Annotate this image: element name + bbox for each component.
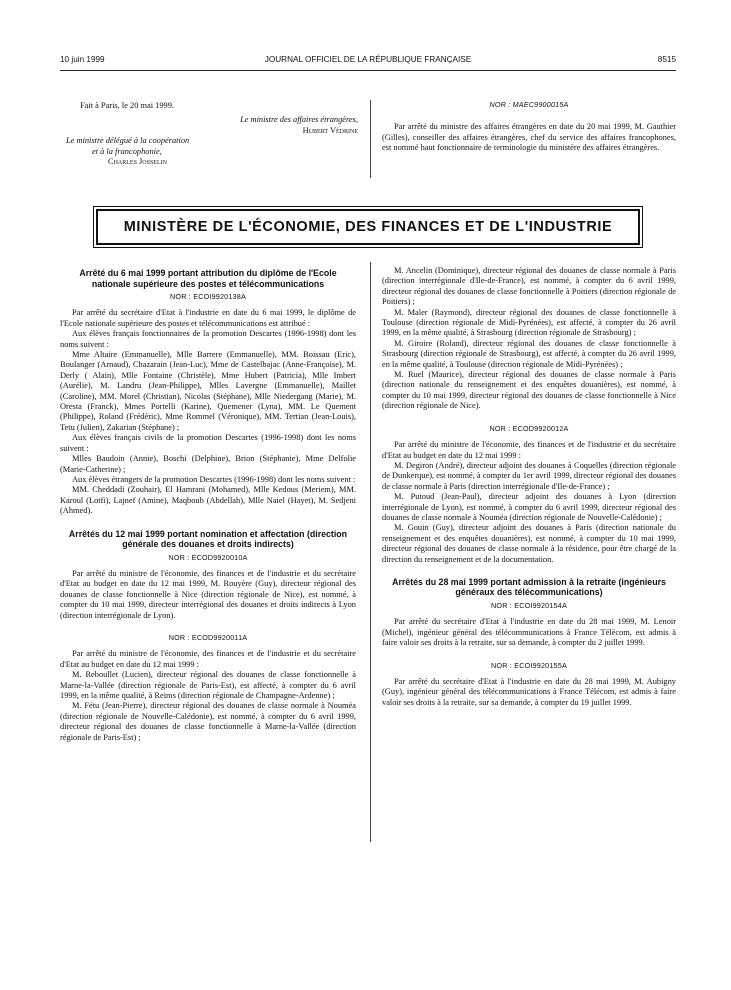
nor-reference: NOR : ECOI9920138A [170, 292, 246, 301]
article-title: Arrêté du 6 mai 1999 portant attribution du diplôme de l'Ecole nationale supérieure des postes et télécommunications [79, 268, 337, 289]
header-date: 10 juin 1999 [60, 55, 105, 64]
nor-reference: NOR : ECOD9920012A [489, 423, 569, 433]
signature-delegate-name: Charles Josselin [108, 157, 167, 167]
signature-minister-name: Hubert Védrine [302, 125, 358, 135]
header-rule [60, 70, 676, 71]
header-title: JOURNAL OFFICIEL DE LA RÉPUBLIQUE FRANÇAISE [264, 55, 472, 64]
paragraph: Mme Altaire (Emmanuelle), Mlle Barrere (Emmanuelle), MM. Boissau (Eric), Boulanger (Arnaud), Chazarain (Jean-Luc), Mme de Castelbajac (Anne-Françoise), M. Derly ( Alain), Mlle Fontaine (Christèle), Mme Hubert (Patricia), Mlle Imbert (Aurélie), M. Landru (Jean-Philippe), Mlles Lavergne (Emmanuelle), Maillet (Caroline), MM. Morel (Christian), Nicolas (Stéphane), Mlle Niedergang (Marie), M. Oresta (Franck), Mmes Portelli (Karine), Quemener (Lyna), MM. Le Quement (Philippe), Roland (Frédéric), Mme Rommel (Véronique), MM. Tertian (Jean-Louis), Tetu (Julien), Zakarian (Stéphane) ; [60, 350, 356, 432]
ministry-heading: MINISTÈRE DE L'ÉCONOMIE, DES FINANCES ET DE L'INDUSTRIE [123, 219, 613, 235]
paragraph: M. Ancelin (Dominique), directeur régional des douanes de classe normale à Paris (direction interrégionale d'Ile-de-France), est nommé, à compter du 6 avril 1999, directeur régional des douanes de classe fonctionnelle à Poitiers (direction régionale de Poitiers) ; [382, 266, 676, 307]
signature-delegate-title-2: et à la francophonie, [92, 146, 162, 156]
paragraph: M. Giroire (Roland), directeur régional des douanes de classe fonctionnelle à Strasbourg (direction régionale de Strasbourg), est affecté, à compter du 26 avril 1999, en la même qualité, à Toulouse (direction régionale de Midi-Pyrénées) ; [382, 338, 676, 369]
paragraph: Aux élèves français civils de la promotion Descartes (1996-1998) dont les noms suivent : [60, 433, 356, 453]
paragraph: Par arrêté du secrétaire d'Etat à l'industrie en date du 6 mai 1999, le diplôme de l'Ecole nationale supérieure des postes et télécommunications est attribué : [60, 308, 356, 328]
header-page-number: 8515 [657, 55, 676, 64]
signature-delegate-title: Le ministre délégué à la coopération [66, 136, 190, 146]
article-title: Arrêtés du 28 mai 1999 portant admission à la retraite (ingénieurs généraux des télécommunications) [392, 576, 666, 598]
paragraph: M. Ruel (Maurice), directeur régional des douanes de classe normale à Paris (direction nationale du renseignement et des enquêtes douanières), est nommé, à compter du 10 mai 1999, directeur régional des douanes de classe fonctionnelle à Nice (direction régionale de Nice). [382, 370, 676, 411]
nor-reference: NOR : MAEC9900015A [489, 100, 569, 109]
paragraph: Aux élèves français fonctionnaires de la promotion Descartes (1996-1998) dont les noms suivent : [60, 329, 356, 349]
paragraph: M. Putoud (Jean-Paul), directeur adjoint des douanes à Lyon (direction interrégionale de Lyon), est nommé, à compter du 6 avril 1999, directeur régional des douanes de classe normale à Nouméa (direction régionale de Nouvelle-Calédonie) ; [382, 492, 676, 522]
paragraph: MM. Cheddadi (Zouhair), El Hamrani (Mohamed), Mlle Kedous (Meriem), MM. Karoul (Lotfi), Lajnef (Amine), Maqboub (Abdellah), Mlle Naiel (Hayet), M. Sedjeni (Ahmed). [60, 485, 356, 516]
paragraph: M. Gouin (Guy), directeur adjoint des douanes à Paris (direction nationale du renseignement et des enquêtes douanières), est nommé, à compter du 10 mai 1999, directeur régional des douanes de classe normale à la résidence, pour être chargé de la direction du renseignement et de la documentation. [382, 523, 676, 564]
paragraph: Mlles Baudoin (Annie), Boschi (Delphine), Brion (Stéphanie), Mme Delfolie (Marie-Catherine) ; [60, 454, 356, 474]
paragraph: M. Maler (Raymond), directeur régional des douanes de classe fonctionnelle à Toulouse (direction régionale de Midi-Pyrénées), est affecté, à compter du 26 avril 1999, en la même qualité, à Strasbourg (direction régionale de Strasbourg) ; [382, 307, 676, 338]
right-column [382, 266, 676, 708]
top-column-divider [370, 100, 371, 178]
nor-reference: NOR : ECOI9920155A [491, 660, 567, 670]
signature-minister-title: Le ministre des affaires étrangères, [240, 115, 358, 125]
paragraph: Par arrêté du secrétaire d'Etat à l'industrie en date du 28 mai 1999, M. Lenoir (Michel), ingénieur général des télécommunications à France Télécom, est admis à faire valoir ses droits à la retraite, sur sa demande, à compter du 2 juillet 1999. [382, 617, 676, 648]
nor-reference: NOR : ECOD9920011A [168, 632, 248, 642]
paragraph: Par arrêté du secrétaire d'Etat à l'industrie en date du 28 mai 1999, M. Aubigny (Guy), ingénieur général des télécommunications à France Télécom, est admis à faire valoir ses droits à la retraite, sur sa demande, à compter du 19 juillet 1999. [382, 677, 676, 707]
paragraph: M. Degiron (André), directeur adjoint des douanes à Coquelles (direction régionale de Dunkerque), est nommé, à compter du 1er avril 1999, directeur régional des douanes de classe normale à Paris (direction interrégionale d'Ile-de-France) ; [382, 460, 676, 491]
signature-block [60, 101, 360, 167]
top-right-column [382, 100, 676, 154]
paragraph: Par arrêté du ministre des affaires étrangères en date du 20 mai 1999, M. Gauthier (Gilles), conseiller des affaires étrangères, chef du service des affaires francophones, est nommé haut fonctionnaire de terminologie du ministère des affaires étrangères. [382, 122, 676, 153]
signature-place-date: Fait à Paris, le 20 mai 1999. [80, 101, 174, 110]
paragraph: M. Reboullet (Lucien), directeur régional des douanes de classe fonctionnelle à Marne-la-Vallée (direction régionale de Paris-Est), est affecté, à compter du 6 avril 1999, en la même qualité, à Reims (direction régionale de Champagne-Ardenne) ; [60, 670, 356, 700]
paragraph: Par arrêté du ministre de l'économie, des finances et de l'industrie et du secrétaire d'Etat au budget en date du 12 mai 1999 : [60, 649, 356, 669]
paragraph: Par arrêté du ministre de l'économie, des finances et de l'industrie et du secrétaire d'Etat au budget en date du 12 mai 1999 : [382, 440, 676, 460]
ministry-heading-box [96, 209, 640, 245]
paragraph: Aux élèves étrangers de la promotion Descartes (1996-1998) dont les noms suivent : [72, 474, 356, 484]
paragraph: M. Fétu (Jean-Pierre), directeur régional des douanes de classe normale à Nouméa (direction régionale de Nouvelle-Calédonie), est nommé, à compter du 6 avril 1999, directeur régional des douanes de classe fonctionnelle à Marne-la-Vallée (direction régionale de Paris-Est) ; [60, 701, 356, 742]
left-column [60, 268, 356, 743]
nor-reference: NOR : ECOD9920010A [168, 552, 248, 562]
page-header [60, 55, 676, 69]
nor-reference: NOR : ECOI9920154A [491, 600, 567, 610]
article-title: Arrêtés du 12 mai 1999 portant nomination et affectation (direction générale des douanes et droits indirects) [68, 528, 348, 550]
paragraph: Par arrêté du ministre de l'économie, des finances et de l'industrie et du secrétaire d'Etat au budget en date du 12 mai 1999, M. Rouyère (Guy), directeur régional des douanes de classe fonctionnelle à Nice (direction régionale de Nice), est nommé, à compter du 10 mai 1999, directeur interrégional des douanes et droits indirects à Lyon (direction interrégionale de Lyon). [60, 568, 356, 620]
column-divider [370, 262, 371, 842]
